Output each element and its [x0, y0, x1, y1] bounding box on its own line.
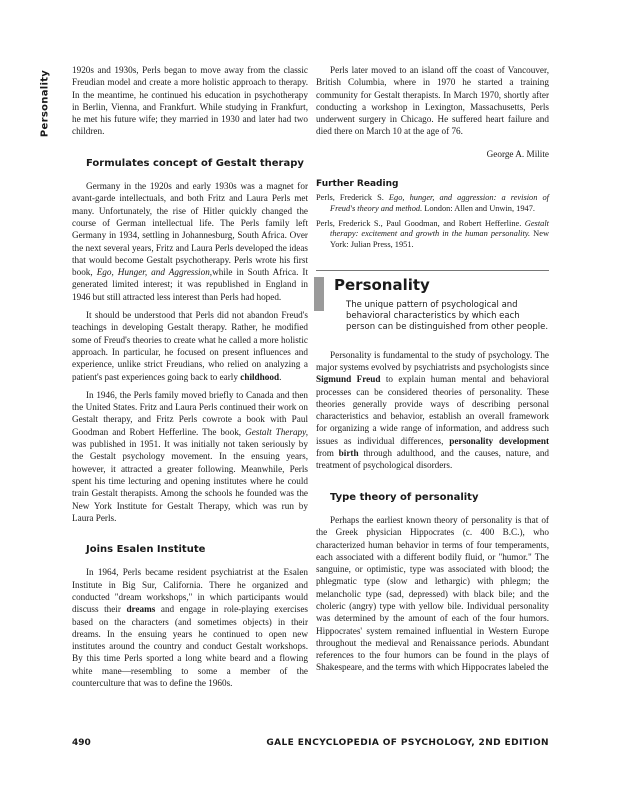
- paragraph: In 1946, the Perls family moved briefly to Canada and then the United States. Fritz and Laura Perls continued their work on Gestalt therapy, and Fritz Perls cowrote a book with Paul Goodman and Robert Hefferline. The book, Gestalt Therapy, was published in 1951. It was initially not taken seriously by the Gestalt psychology movement. In the ensuing years, however, it attracted a greater following. Meanwhile, Perls spent his time lecturing and opening institutes where he could train Gestalt therapists. Among the schools he founded was the New York Institute for Gestalt Therapy, which was run by Laura Perls.: [72, 389, 309, 523]
- paragraph: In 1964, Perls became resident psychiatrist at the Esalen Institute in Big Sur, California. There he organized and conducted "dream workshops," in which participants would discuss their dreams and engage in role-playing exercises based on the characters (and sometimes objects) in their dreams. In the ensuing years he continued to open new institutes around the country and conduct Gestalt workshops. By this time Perls sported a long white beard and a flowing white mane—resembling to some a member of the counterculture that was to define the 1960s.: [72, 567, 308, 689]
- encyclopedia-entry-header: [316, 270, 549, 332]
- left-column: [72, 64, 308, 695]
- section-heading: Joins Esalen Institute: [86, 544, 206, 556]
- section-heading: Formulates concept of Gestalt therapy: [86, 157, 304, 169]
- reference-item: Perls, Frederick S., Paul Goodman, and Robert Hefferline. Gestalt therapy: excitement and growth in the human personality. New York: Julian Press, 1951.: [316, 218, 549, 249]
- further-reading-heading: Further Reading: [316, 179, 399, 190]
- page-number: 490: [72, 738, 91, 748]
- publication-title: GALE ENCYCLOPEDIA OF PSYCHOLOGY, 2ND EDITION: [266, 738, 549, 748]
- keyword-link[interactable]: personality development: [449, 435, 550, 446]
- side-section-tab: [34, 64, 54, 154]
- paragraph: Perls later moved to an island off the coast of Vancouver, British Columbia, where in 1970 he started a training community for Gestalt therapists. In March 1970, shortly after conducting a workshop in Lexington, Massachusetts, Perls underwent surgery in Chicago. He suffered heart failure and died there on March 10 at the age of 76.: [316, 65, 549, 137]
- keyword-link[interactable]: childhood: [240, 371, 280, 382]
- entry-title: Personality: [334, 276, 430, 295]
- reference-item: Perls, Frederick S. Ego, hunger, and aggression: a revision of Freud's theory and method. London: Allen and Unwin, 1947.: [316, 193, 549, 213]
- section-heading: Type theory of personality: [330, 491, 479, 503]
- paragraph: Personality is fundamental to the study of psychology. The major systems evolved by psychiatrists and psychologists since Sigmund Freud to explain human mental and behavioral processes can be considered theories of personality. These theories generally provide ways of describing personal characteristics and behavior, establish an overall framework for organizing a wide range of information, and address such issues as individual differences, personality development from birth through adulthood, and the causes, nature, and treatment of psychological disorders.: [316, 349, 550, 471]
- entry-definition: The unique pattern of psychological and behavioral characteristics by which each person can be distinguished from other people.: [346, 299, 549, 332]
- paragraph: Germany in the 1920s and early 1930s was a magnet for avant-garde intellectuals, and both Fritz and Laura Perls met many. Unfortunately, the rise of Hitler quickly changed the course of German intellectual life. The Perls family left Germany in 1934, settling in Johannesburg, South Africa. Over the next several years, Fritz and Laura Perls developed the ideas that would become Gestalt psychotherapy. Perls wrote his first book, Ego, Hunger, and Aggression,while in South Africa. It generated limited interest; it was republished in England in 1946 but still attracted less interest than Perls had hoped.: [72, 181, 309, 302]
- side-tab-label: Personality: [39, 69, 51, 138]
- paragraph: 1920s and 1930s, Perls began to move away from the classic Freudian model and create a more holistic approach to therapy. In the meantime, he continued his education in psychotherapy in Berlin, Vienna, and Frankfurt. While studying in Frankfurt, he met his future wife; they married in 1930 and later had two children.: [72, 65, 308, 137]
- paragraph: Perhaps the earliest known theory of personality is that of the Greek physician Hippocrates (c. 400 B.C.), who characterized human behavior in terms of four temperaments, each associated with a different bodily fluid, or "humor." The sanguine, or optimistic, type was associated with blood; the phlegmatic type (slow and lethargic) with phlegm; the melancholic type (sad, depressed) with black bile; and the choleric (angry) type with yellow bile. Individual personality was determined by the amount of each of the four humors. Hippocrates' system remained influential in Western Europe throughout the medieval and Renaissance periods. Abundant references to the four humors can be found in the plays of Shakespeare, and the terms with which Hippocrates labeled the: [316, 514, 549, 673]
- keyword-link[interactable]: dreams: [126, 604, 156, 615]
- author-byline: George A. Milite: [486, 148, 549, 159]
- paragraph: It should be understood that Perls did not abandon Freud's teachings in developing Gestalt therapy. Rather, he modified some of Freud's theories to create what he called a more holistic approach. In particular, he focused on present influences and experience, unlike strict Freudians, who relied on analyzing a patient's past experiences going back to early childhood.: [72, 310, 308, 382]
- right-column: [316, 64, 549, 680]
- keyword-link[interactable]: birth: [338, 448, 359, 459]
- entry-marker-bar: [314, 277, 324, 311]
- keyword-link[interactable]: Sigmund Freud: [316, 374, 381, 385]
